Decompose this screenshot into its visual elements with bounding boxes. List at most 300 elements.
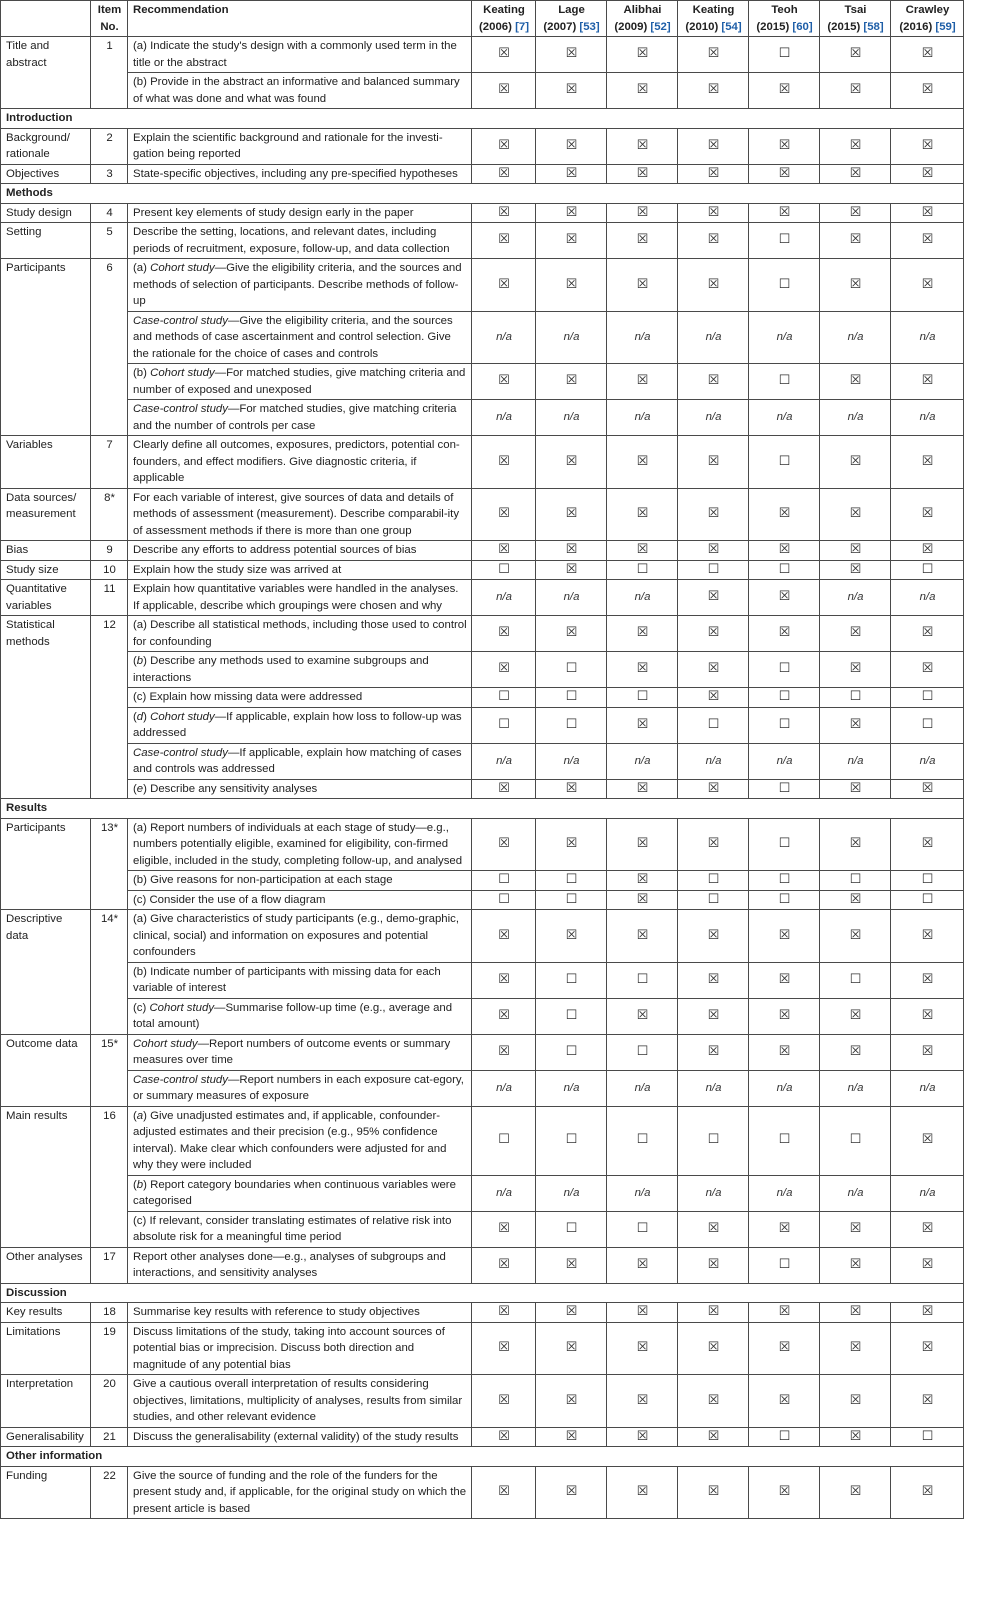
- table-row: [1, 1322, 964, 1375]
- checked-box-icon: ☒: [749, 164, 820, 184]
- checked-box-icon: ☒: [749, 616, 820, 652]
- checked-box-icon: ☒: [678, 128, 749, 164]
- checked-box-icon: ☒: [536, 128, 607, 164]
- checked-box-icon: ☒: [536, 37, 607, 73]
- item-no-header: Item No.: [91, 1, 128, 37]
- not-applicable-cell: n/a: [607, 580, 678, 616]
- checked-box-icon: ☒: [820, 910, 891, 963]
- unchecked-box-icon: ☐: [749, 223, 820, 259]
- checked-box-icon: ☒: [607, 818, 678, 871]
- checked-box-icon: ☒: [891, 128, 964, 164]
- unchecked-box-icon: ☐: [891, 560, 964, 580]
- table-row: [1, 364, 964, 400]
- study-name: Crawley: [905, 4, 950, 16]
- checked-box-icon: ☒: [607, 890, 678, 910]
- checked-box-icon: ☒: [536, 436, 607, 489]
- checked-box-icon: ☒: [891, 998, 964, 1034]
- recommendation-cell: (c) Consider the use of a flow diagram: [128, 890, 472, 910]
- checked-box-icon: ☒: [536, 616, 607, 652]
- topic-cell: Interpretation: [1, 1375, 91, 1428]
- unchecked-box-icon: ☐: [749, 652, 820, 688]
- unchecked-box-icon: ☐: [536, 890, 607, 910]
- checked-box-icon: ☒: [536, 164, 607, 184]
- not-applicable-cell: n/a: [891, 743, 964, 779]
- header-row: [1, 1, 964, 37]
- table-row: [1, 1247, 964, 1283]
- recommendation-cell: Explain how the study size was arrived at: [128, 560, 472, 580]
- not-applicable-cell: n/a: [820, 311, 891, 364]
- unchecked-box-icon: ☐: [749, 259, 820, 312]
- table-row: [1, 164, 964, 184]
- not-applicable-cell: n/a: [536, 580, 607, 616]
- section-row: [1, 1447, 964, 1467]
- not-applicable-cell: n/a: [607, 743, 678, 779]
- checked-box-icon: ☒: [472, 488, 536, 541]
- recommendation-cell: (b) Describe any methods used to examine subgroups and interactions: [128, 652, 472, 688]
- not-applicable-cell: n/a: [472, 1070, 536, 1106]
- study-name: Tsai: [844, 4, 867, 16]
- recommendation-cell: Describe the setting, locations, and relevant dates, including periods of recruitment, exposure, follow-up, and data collection: [128, 223, 472, 259]
- checked-box-icon: ☒: [820, 1466, 891, 1519]
- checked-box-icon: ☒: [678, 580, 749, 616]
- checked-box-icon: ☒: [891, 616, 964, 652]
- table-row: [1, 998, 964, 1034]
- checked-box-icon: ☒: [891, 1375, 964, 1428]
- recommendation-cell: Discuss limitations of the study, taking into account sources of potential bias or imprecision. Discuss both direction and magnitude of any potential bias: [128, 1322, 472, 1375]
- checked-box-icon: ☒: [472, 962, 536, 998]
- item-number-cell: 10: [91, 560, 128, 580]
- checked-box-icon: ☒: [820, 616, 891, 652]
- unchecked-box-icon: ☐: [536, 1106, 607, 1175]
- checked-box-icon: ☒: [678, 779, 749, 799]
- recommendation-cell: Summarise key results with reference to study objectives: [128, 1303, 472, 1323]
- checked-box-icon: ☒: [891, 1466, 964, 1519]
- recommendation-cell: Give a cautious overall interpretation of results considering objectives, limitations, multiplicity of analyses, results from similar studies, and other relevant evidence: [128, 1375, 472, 1428]
- checked-box-icon: ☒: [607, 910, 678, 963]
- checked-box-icon: ☒: [536, 223, 607, 259]
- recommendation-cell: (a) Report numbers of individuals at each stage of study—e.g., numbers potentially eligible, examined for eligibility, con-firmed eligible, included in the study, completing follow-up, and analysed: [128, 818, 472, 871]
- not-applicable-cell: n/a: [536, 1175, 607, 1211]
- checked-box-icon: ☒: [678, 1211, 749, 1247]
- checked-box-icon: ☒: [749, 1466, 820, 1519]
- checked-box-icon: ☒: [891, 203, 964, 223]
- checked-box-icon: ☒: [607, 1303, 678, 1323]
- unchecked-box-icon: ☐: [749, 1247, 820, 1283]
- study-reference-link[interactable]: [53]: [579, 20, 600, 33]
- unchecked-box-icon: ☐: [536, 1034, 607, 1070]
- checked-box-icon: ☒: [536, 73, 607, 109]
- checked-box-icon: ☒: [891, 1322, 964, 1375]
- item-number-cell: 7: [91, 436, 128, 489]
- checked-box-icon: ☒: [820, 1427, 891, 1447]
- checked-box-icon: ☒: [678, 1303, 749, 1323]
- unchecked-box-icon: ☐: [749, 436, 820, 489]
- not-applicable-cell: n/a: [820, 580, 891, 616]
- unchecked-box-icon: ☐: [607, 1106, 678, 1175]
- not-applicable-cell: n/a: [891, 580, 964, 616]
- checked-box-icon: ☒: [472, 779, 536, 799]
- checked-box-icon: ☒: [891, 541, 964, 561]
- topic-header: [1, 1, 91, 37]
- topic-cell: Descriptive data: [1, 910, 91, 1035]
- not-applicable-cell: n/a: [749, 400, 820, 436]
- recommendation-cell: (c) Cohort study—Summarise follow-up time (e.g., average and total amount): [128, 998, 472, 1034]
- item-number-cell: 4: [91, 203, 128, 223]
- not-applicable-cell: n/a: [536, 1070, 607, 1106]
- table-row: [1, 616, 964, 652]
- checked-box-icon: ☒: [749, 1322, 820, 1375]
- unchecked-box-icon: ☐: [678, 871, 749, 891]
- checked-box-icon: ☒: [678, 164, 749, 184]
- checked-box-icon: ☒: [607, 998, 678, 1034]
- unchecked-box-icon: ☐: [749, 37, 820, 73]
- checked-box-icon: ☒: [891, 436, 964, 489]
- checked-box-icon: ☒: [891, 259, 964, 312]
- study-year: (2015): [756, 20, 793, 33]
- checked-box-icon: ☒: [749, 73, 820, 109]
- unchecked-box-icon: ☐: [749, 871, 820, 891]
- table-row: [1, 1034, 964, 1070]
- study-header: [536, 1, 607, 37]
- checked-box-icon: ☒: [678, 223, 749, 259]
- unchecked-box-icon: ☐: [536, 652, 607, 688]
- topic-cell: Bias: [1, 541, 91, 561]
- checked-box-icon: ☒: [891, 652, 964, 688]
- checked-box-icon: ☒: [678, 541, 749, 561]
- checked-box-icon: ☒: [536, 541, 607, 561]
- checked-box-icon: ☒: [536, 1427, 607, 1447]
- checked-box-icon: ☒: [536, 488, 607, 541]
- recommendation-cell: Case-control study—Give the eligibility criteria, and the sources and methods of case ascertainment and control selection. Give the rationale for the choice of cases and controls: [128, 311, 472, 364]
- item-number-cell: 11: [91, 580, 128, 616]
- topic-cell: Statistical methods: [1, 616, 91, 799]
- section-row: [1, 799, 964, 819]
- not-applicable-cell: n/a: [678, 1175, 749, 1211]
- checked-box-icon: ☒: [472, 223, 536, 259]
- checked-box-icon: ☒: [472, 37, 536, 73]
- checked-box-icon: ☒: [607, 1375, 678, 1428]
- not-applicable-cell: n/a: [678, 400, 749, 436]
- item-number-cell: 18: [91, 1303, 128, 1323]
- checked-box-icon: ☒: [749, 1211, 820, 1247]
- checked-box-icon: ☒: [678, 73, 749, 109]
- checked-box-icon: ☒: [536, 818, 607, 871]
- checked-box-icon: ☒: [607, 1427, 678, 1447]
- study-year: (2016): [899, 20, 936, 33]
- table-row: [1, 743, 964, 779]
- not-applicable-cell: n/a: [678, 311, 749, 364]
- not-applicable-cell: n/a: [678, 743, 749, 779]
- unchecked-box-icon: ☐: [749, 364, 820, 400]
- checked-box-icon: ☒: [536, 364, 607, 400]
- recommendation-cell: For each variable of interest, give sources of data and details of methods of assessment (measurement). Describe comparabil-ity of assessment methods if there is more than one group: [128, 488, 472, 541]
- checked-box-icon: ☒: [678, 1322, 749, 1375]
- not-applicable-cell: n/a: [607, 1070, 678, 1106]
- topic-cell: Setting: [1, 223, 91, 259]
- table-row: [1, 818, 964, 871]
- study-header: [472, 1, 536, 37]
- unchecked-box-icon: ☐: [678, 1106, 749, 1175]
- not-applicable-cell: n/a: [607, 400, 678, 436]
- checked-box-icon: ☒: [678, 1466, 749, 1519]
- unchecked-box-icon: ☐: [891, 871, 964, 891]
- checked-box-icon: ☒: [749, 128, 820, 164]
- recommendation-cell: Case-control study—Report numbers in each exposure cat-egory, or summary measures of exposure: [128, 1070, 472, 1106]
- checked-box-icon: ☒: [536, 1247, 607, 1283]
- section-heading: Other information: [1, 1447, 964, 1467]
- checked-box-icon: ☒: [820, 1247, 891, 1283]
- recommendation-cell: Explain how quantitative variables were handled in the analyses. If applicable, describe which groupings were chosen and why: [128, 580, 472, 616]
- study-reference-link[interactable]: [58]: [863, 20, 884, 33]
- study-header: [820, 1, 891, 37]
- table-row: [1, 223, 964, 259]
- checked-box-icon: ☒: [472, 541, 536, 561]
- checked-box-icon: ☒: [607, 1322, 678, 1375]
- checked-box-icon: ☒: [536, 910, 607, 963]
- table-row: [1, 707, 964, 743]
- study-name: Keating: [483, 4, 525, 16]
- checked-box-icon: ☒: [820, 259, 891, 312]
- not-applicable-cell: n/a: [820, 400, 891, 436]
- study-year: (2015): [827, 20, 864, 33]
- table-row: [1, 779, 964, 799]
- checked-box-icon: ☒: [472, 259, 536, 312]
- study-year: (2006): [478, 20, 516, 33]
- recommendation-cell: Present key elements of study design early in the paper: [128, 203, 472, 223]
- recommendation-cell: (d) Cohort study—If applicable, explain how loss to follow-up was addressed: [128, 707, 472, 743]
- checked-box-icon: ☒: [891, 37, 964, 73]
- checked-box-icon: ☒: [820, 37, 891, 73]
- checked-box-icon: ☒: [607, 164, 678, 184]
- unchecked-box-icon: ☐: [607, 1211, 678, 1247]
- not-applicable-cell: n/a: [891, 311, 964, 364]
- section-heading: Methods: [1, 184, 964, 204]
- checked-box-icon: ☒: [536, 560, 607, 580]
- checked-box-icon: ☒: [678, 818, 749, 871]
- recommendation-cell: (a) Give characteristics of study participants (e.g., demo-graphic, clinical, social) and information on exposures and potential confounders: [128, 910, 472, 963]
- checked-box-icon: ☒: [749, 910, 820, 963]
- recommendation-cell: Give the source of funding and the role of the funders for the present study and, if applicable, for the original study on which the present article is based: [128, 1466, 472, 1519]
- checked-box-icon: ☒: [678, 652, 749, 688]
- table-row: [1, 541, 964, 561]
- table-row: [1, 652, 964, 688]
- item-number-cell: 19: [91, 1322, 128, 1375]
- item-number-cell: 13*: [91, 818, 128, 910]
- checked-box-icon: ☒: [749, 1375, 820, 1428]
- checked-box-icon: ☒: [749, 203, 820, 223]
- not-applicable-cell: n/a: [820, 1070, 891, 1106]
- not-applicable-cell: n/a: [472, 580, 536, 616]
- recommendation-cell: Describe any efforts to address potential sources of bias: [128, 541, 472, 561]
- checked-box-icon: ☒: [472, 616, 536, 652]
- item-number-cell: 12: [91, 616, 128, 799]
- table-row: [1, 1466, 964, 1519]
- not-applicable-cell: n/a: [607, 1175, 678, 1211]
- checked-box-icon: ☒: [891, 1106, 964, 1175]
- checked-box-icon: ☒: [820, 560, 891, 580]
- checked-box-icon: ☒: [472, 818, 536, 871]
- section-row: [1, 184, 964, 204]
- checked-box-icon: ☒: [472, 1466, 536, 1519]
- checked-box-icon: ☒: [820, 1303, 891, 1323]
- item-number-cell: 6: [91, 259, 128, 436]
- checked-box-icon: ☒: [472, 1375, 536, 1428]
- topic-cell: Main results: [1, 1106, 91, 1247]
- checked-box-icon: ☒: [607, 488, 678, 541]
- table-row: [1, 1375, 964, 1428]
- unchecked-box-icon: ☐: [749, 1106, 820, 1175]
- study-year: (2007): [543, 20, 580, 33]
- checked-box-icon: ☒: [536, 779, 607, 799]
- not-applicable-cell: n/a: [891, 1175, 964, 1211]
- unchecked-box-icon: ☐: [472, 890, 536, 910]
- topic-cell: Limitations: [1, 1322, 91, 1375]
- study-reference-link[interactable]: [59]: [935, 20, 956, 33]
- topic-cell: Key results: [1, 1303, 91, 1323]
- checked-box-icon: ☒: [472, 998, 536, 1034]
- recommendation-cell: Clearly define all outcomes, exposures, predictors, potential con-founders, and effect modifiers. Give diagnostic criteria, if applicable: [128, 436, 472, 489]
- table-row: [1, 1427, 964, 1447]
- study-name: Teoh: [771, 4, 798, 16]
- checked-box-icon: ☒: [820, 164, 891, 184]
- checked-box-icon: ☒: [678, 364, 749, 400]
- item-number-cell: 3: [91, 164, 128, 184]
- checked-box-icon: ☒: [820, 541, 891, 561]
- checked-box-icon: ☒: [607, 871, 678, 891]
- checked-box-icon: ☒: [607, 541, 678, 561]
- checked-box-icon: ☒: [472, 1211, 536, 1247]
- checked-box-icon: ☒: [891, 364, 964, 400]
- checked-box-icon: ☒: [678, 1375, 749, 1428]
- unchecked-box-icon: ☐: [536, 962, 607, 998]
- study-reference-link[interactable]: [52]: [650, 20, 671, 33]
- checked-box-icon: ☒: [820, 1322, 891, 1375]
- section-heading: Introduction: [1, 109, 964, 129]
- checked-box-icon: ☒: [820, 1034, 891, 1070]
- study-reference-link[interactable]: [54]: [721, 20, 742, 33]
- checked-box-icon: ☒: [472, 203, 536, 223]
- not-applicable-cell: n/a: [749, 1070, 820, 1106]
- study-header: [891, 1, 964, 37]
- unchecked-box-icon: ☐: [536, 871, 607, 891]
- study-header: [607, 1, 678, 37]
- checked-box-icon: ☒: [891, 910, 964, 963]
- unchecked-box-icon: ☐: [749, 688, 820, 708]
- section-heading: Discussion: [1, 1283, 964, 1303]
- table-row: [1, 73, 964, 109]
- checked-box-icon: ☒: [678, 616, 749, 652]
- checked-box-icon: ☒: [891, 962, 964, 998]
- item-number-cell: 15*: [91, 1034, 128, 1106]
- unchecked-box-icon: ☐: [749, 818, 820, 871]
- topic-cell: Quantitative variables: [1, 580, 91, 616]
- table-row: [1, 488, 964, 541]
- unchecked-box-icon: ☐: [891, 1427, 964, 1447]
- table-row: [1, 128, 964, 164]
- checked-box-icon: ☒: [472, 436, 536, 489]
- checked-box-icon: ☒: [536, 1375, 607, 1428]
- item-number-cell: 14*: [91, 910, 128, 1035]
- unchecked-box-icon: ☐: [678, 707, 749, 743]
- unchecked-box-icon: ☐: [536, 1211, 607, 1247]
- checked-box-icon: ☒: [607, 436, 678, 489]
- unchecked-box-icon: ☐: [749, 560, 820, 580]
- unchecked-box-icon: ☐: [820, 962, 891, 998]
- checked-box-icon: ☒: [749, 580, 820, 616]
- recommendation-cell: (a) Describe all statistical methods, including those used to control for confounding: [128, 616, 472, 652]
- checked-box-icon: ☒: [820, 488, 891, 541]
- checked-box-icon: ☒: [820, 223, 891, 259]
- checked-box-icon: ☒: [607, 223, 678, 259]
- checked-box-icon: ☒: [820, 73, 891, 109]
- unchecked-box-icon: ☐: [607, 688, 678, 708]
- table-body: [1, 37, 964, 1519]
- unchecked-box-icon: ☐: [820, 871, 891, 891]
- checked-box-icon: ☒: [749, 488, 820, 541]
- not-applicable-cell: n/a: [536, 400, 607, 436]
- checked-box-icon: ☒: [891, 1303, 964, 1323]
- checked-box-icon: ☒: [607, 203, 678, 223]
- topic-cell: Generalisability: [1, 1427, 91, 1447]
- not-applicable-cell: n/a: [472, 311, 536, 364]
- checked-box-icon: ☒: [891, 1211, 964, 1247]
- study-name: Keating: [692, 4, 735, 16]
- checked-box-icon: ☒: [749, 1303, 820, 1323]
- study-header: [749, 1, 820, 37]
- table-row: [1, 311, 964, 364]
- item-number-cell: 2: [91, 128, 128, 164]
- checked-box-icon: ☒: [678, 688, 749, 708]
- not-applicable-cell: n/a: [820, 1175, 891, 1211]
- not-applicable-cell: n/a: [607, 311, 678, 364]
- checked-box-icon: ☒: [607, 128, 678, 164]
- unchecked-box-icon: ☐: [891, 688, 964, 708]
- table-row: [1, 203, 964, 223]
- checked-box-icon: ☒: [472, 164, 536, 184]
- item-number-cell: 16: [91, 1106, 128, 1247]
- unchecked-box-icon: ☐: [820, 688, 891, 708]
- table-row: [1, 1175, 964, 1211]
- table-row: [1, 871, 964, 891]
- item-number-cell: 8*: [91, 488, 128, 541]
- study-header: [678, 1, 749, 37]
- topic-cell: Background/ rationale: [1, 128, 91, 164]
- study-reference-link[interactable]: [7]: [515, 20, 529, 33]
- recommendation-cell: (b) Report category boundaries when continuous variables were categorised: [128, 1175, 472, 1211]
- not-applicable-cell: n/a: [749, 311, 820, 364]
- checked-box-icon: ☒: [891, 488, 964, 541]
- unchecked-box-icon: ☐: [536, 707, 607, 743]
- checked-box-icon: ☒: [536, 1466, 607, 1519]
- checked-box-icon: ☒: [678, 436, 749, 489]
- checked-box-icon: ☒: [820, 652, 891, 688]
- checked-box-icon: ☒: [820, 818, 891, 871]
- checked-box-icon: ☒: [607, 1247, 678, 1283]
- unchecked-box-icon: ☐: [607, 560, 678, 580]
- unchecked-box-icon: ☐: [472, 1106, 536, 1175]
- checked-box-icon: ☒: [536, 203, 607, 223]
- checked-box-icon: ☒: [749, 962, 820, 998]
- unchecked-box-icon: ☐: [472, 560, 536, 580]
- checked-box-icon: ☒: [536, 1322, 607, 1375]
- topic-cell: Outcome data: [1, 1034, 91, 1106]
- checked-box-icon: ☒: [472, 128, 536, 164]
- table-row: [1, 1106, 964, 1175]
- checked-box-icon: ☒: [749, 1034, 820, 1070]
- table-row: [1, 910, 964, 963]
- section-row: [1, 1283, 964, 1303]
- study-reference-link[interactable]: [60]: [792, 20, 813, 33]
